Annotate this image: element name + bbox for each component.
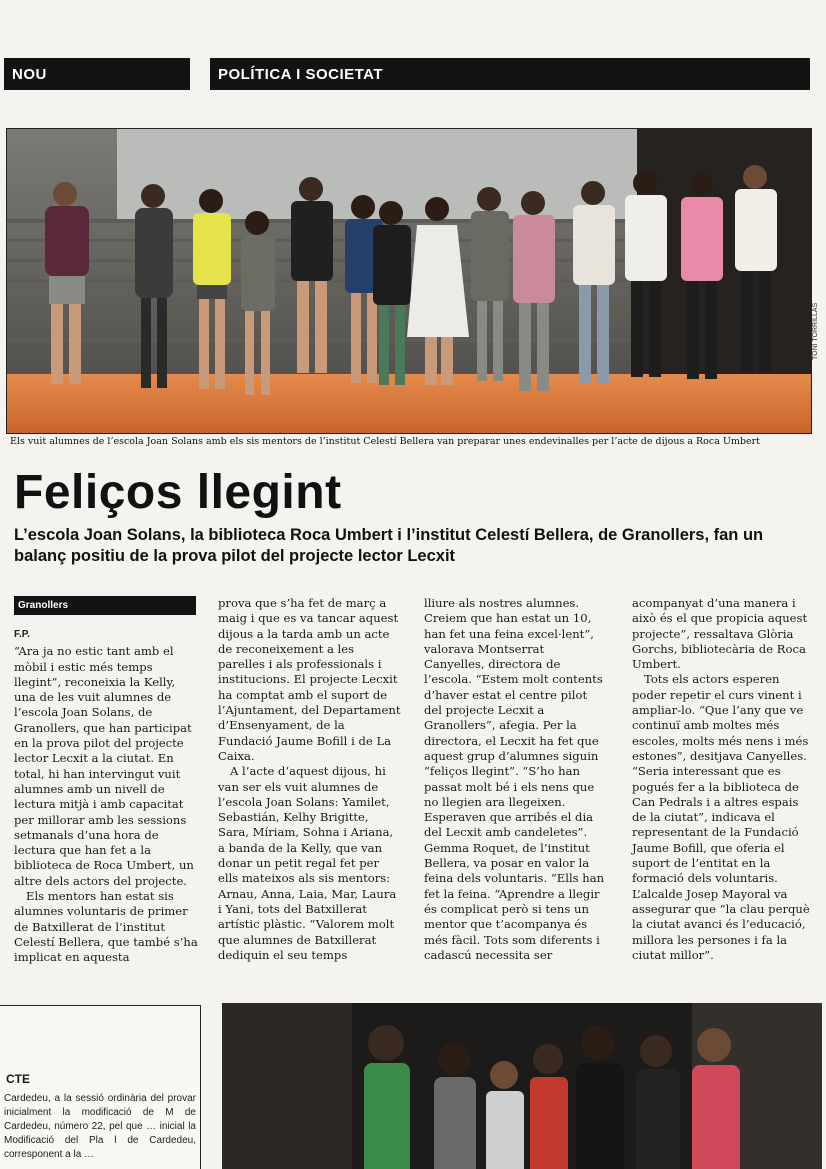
photo-caption: Els vuit alumnes de l’escola Joan Solans amb els sis mentors de l’institut Celestí Bellera van preparar unes endevinalles per l’acte de dijous a Roca Umbert (10, 436, 760, 447)
paragraph: “Ara ja no estic tant amb el mòbil i estic més temps llegint”, reconeixia la Kelly, una de les vuit alumnes de l’escola Joan Solans, de Granollers, que han participat en la prova pilot del projecte lector Lecxit a la ciutat. En total, hi han intervingut vuit alumnes amb un nivell de lectura mitjà i amb capacitat per millorar amb les sessions setmanals d’una hora de lectura que han fet a la biblioteca de Roca Umbert, un altre dels actors del projecte. (14, 644, 194, 888)
headline: Feliços llegint (14, 466, 342, 519)
bottom-article-heading: CTE (6, 1072, 30, 1086)
paragraph: A l’acte d’aquest dijous, hi van ser els vuit alumnes de l’escola Joan Solans: Yamilet, Sebastián, Kelhy Brigitte, Sara, Míriam, Sohna i Ariana, a banda de la Kelly, que van donar un petit regal fet per ells mateixos als sis mentors: Arnau, Anna, Laia, Mar, Laura i Yani, tots del Batxillerat artístic plàstic. “Valorem molt que alumnes de Batxillerat dediquin el seu temps (218, 764, 397, 962)
subtitle: L’escola Joan Solans, la biblioteca Roca Umbert i l’institut Celestí Bellera, de Granollers, fan un balanç positiu de la prova pilot del projecte lector Lecxit (14, 526, 764, 565)
article-column-3 (424, 596, 608, 963)
paragraph: acompanyat d’una manera i això és el que propicia aquest projecte”, ressaltava Glòria Gorchs, bibliotecària de Roca Umbert. (632, 596, 808, 672)
article-column-1 (14, 596, 198, 966)
person (364, 1025, 410, 1169)
section-bar-right: POLÍTICA I SOCIETAT (210, 58, 810, 90)
article-column-4 (632, 596, 816, 963)
main-photo (6, 128, 812, 434)
paragraph: lliure als nostres alumnes. Creiem que han estat un 10, han fet una feina excel·lent”, valorava Montserrat Canyelles, directora de l’escola. “Estem molt contents d’haver estat el centre pilot del projecte Lecxit a Granollers”, afegia. Per la directora, el Lecxit ha fet que aquest grup d’alumnes siguin “feliços llegint”. “S’ho han passat molt bé i els nens que no llegien ara llegeixen. Esperaven que arribés el dia del Lecxit amb candeletes”. Gemma Roquet, de l’institut Bellera, va posar en valor la feina dels voluntaris. “Ells han fet la feina. “Aprendre a llegir és complicat però si tens un mentor que t’acompanya és més fàcil. Tots som diferents i cadascú necessita ser (424, 596, 605, 962)
person (530, 1044, 568, 1169)
bottom-article-text: Cardedeu, a la sessió ordinària del provar inicialment la modificació de M de Cardedeu, número 22, pel que … inicial la Modificació del Pla l de Cardedeu, corresponent a la … (4, 1093, 196, 1160)
person (434, 1043, 476, 1169)
article-column-2 (218, 596, 402, 963)
section-bar-left: NOU (4, 58, 190, 90)
author: F.P. (14, 629, 30, 640)
photo-credit: TONI TORRILLAS (812, 302, 819, 360)
paragraph: Els mentors han estat sis alumnes voluntaris de primer de Batxillerat de l’institut Celestí Bellera, que també s’ha implicat en aquesta (14, 889, 198, 965)
bottom-photo (222, 1003, 822, 1169)
paragraph: Tots els actors esperen poder repetir el curs vinent i ampliar-lo. “Que l’any que ve continuï amb moltes més escoles, molts més nens i més estones”, desitjava Canyelles. “Seria interessant que es pogués fer a la biblioteca de Can Pedrals i a altres espais de la ciutat”, indicava el representant de la Fundació Jaume Bofill, que oferia el suport de l’entitat en la formació dels voluntaris. L’alcalde Josep Mayoral va assegurar que “la clau perquè la ciutat avanci és l’educació, millora les persones i fa la ciutat millor”. (632, 672, 810, 962)
location-label: Granollers (14, 596, 196, 615)
paragraph: prova que s’ha fet de març a maig i que es va tancar aquest dijous a la tarda amb un acte de reconeixement a les parelles i als professionals i institucions. El projecte Lecxit ha comptat amb el suport de l’Ajuntament, del Departament d’Ensenyament, de la Fundació Jaume Bofill i de La Caixa. (218, 596, 401, 763)
